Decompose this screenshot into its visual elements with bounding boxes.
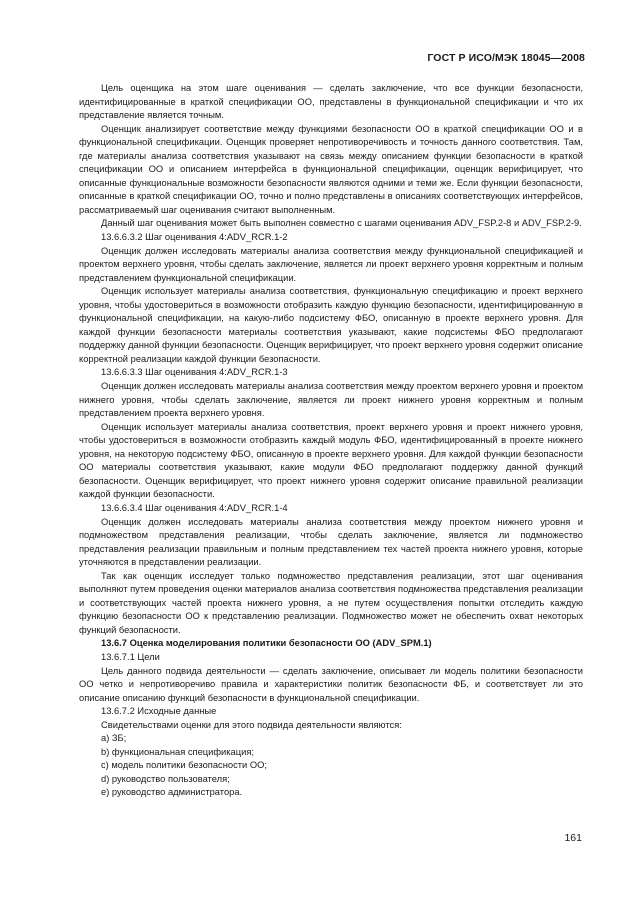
subsection-heading: 13.6.7.2 Исходные данные xyxy=(101,706,217,717)
paragraph: Данный шаг оценивания может быть выполнен совместно с шагами оценивания ADV_FSP.2-8 и ADV_FSP.2-9. xyxy=(101,218,582,229)
subsection-heading: 13.6.6.3.3 Шаг оценивания 4:ADV_RCR.1-3 xyxy=(101,367,288,378)
subsection-heading: 13.6.7.1 Цели xyxy=(101,651,160,662)
paragraph: Оценщик использует материалы анализа соответствия, проект верхнего уровня и проект нижнего уровня, чтобы удостовериться в возможности отобразить каждый модуль ФБО, идентифицированный в проекте нижнего уровня, на некоторую подсистему ФБО, описанную в проекте верхнего уровня. Для каждой функции безопасности ОО материалы соответствия указывают, какие модули ФБО предполагают поддержку данной функций безопасности. Оценщик верифицирует, что проект нижнего уровня содержит описание правильной реализации каждой функции безопасности. xyxy=(79,421,583,500)
paragraph: Цель данного подвида деятельности — сделать заключение, описывает ли модель политики безопасности ОО четко и непротиворечиво правила и характеристики политик безопасности ФБ, и соответствует ли это описание описанию функций безопасности в функциональной спецификации. xyxy=(79,665,583,703)
paragraph: Оценщик анализирует соответствие между функциями безопасности ОО в краткой спецификации ОО и в функциональной спецификации. Оценщик проверяет непротиворечивость и точность данного соответствия. Там, где материалы анализа соответствия указывают на связь между описанием функции безопасности в краткой спецификации ОО и описанием интерфейса в функциональной спецификации, оценщик верифицирует, что описанные функциональные возможности безопасности являются одними и теми же. Если функции безопасности, описанные в краткой спецификации ОО, точно и полно представлены в описаниях соответствующих интерфейсов, рассматриваемый шаг оценивания считают выполненным. xyxy=(79,123,583,215)
page-number: 161 xyxy=(564,832,582,844)
paragraph: Так как оценщик исследует только подмножество представления реализации, этот шаг оценивания выполняют путем проведения оценки материалов анализа соответствия подмножества представления реализации и соответствующих частей проекта нижнего уровня, а не путем осуществления попытки отследить каждую функцию безопасности ОО к представлению реализации. Подмножество может не обеспечить охват некоторых функций безопасности. xyxy=(79,570,583,635)
paragraph: Оценщик должен исследовать материалы анализа соответствия между проектом верхнего уровня и проектом нижнего уровня, чтобы сделать заключение, является ли проект нижнего уровня корректным и полным представлением проекта верхнего уровня. xyxy=(79,381,583,419)
list-item: e) руководство администратора. xyxy=(101,787,243,798)
page-body xyxy=(79,82,583,800)
list-item: d) руководство пользователя; xyxy=(101,773,230,784)
paragraph: Цель оценщика на этом шаге оценивания — сделать заключение, что все функции безопасности, идентифицированные в краткой спецификации ОО, представлены в функциональной спецификации и что их представление является точным. xyxy=(79,83,583,121)
document-header: ГОСТ Р ИСО/МЭК 18045—2008 xyxy=(427,52,585,64)
list-item: b) функциональная спецификация; xyxy=(101,746,254,757)
list-item: a) ЗБ; xyxy=(101,733,127,744)
paragraph: Оценщик должен исследовать материалы анализа соответствия между проектом нижнего уровня и подмножеством представления реализации, чтобы сделать заключение, является ли подмножество представления реализации правильным и полным представлением тех частей проекта нижнего уровня, которые уточняются в представлении реализации. xyxy=(79,516,583,568)
paragraph: Оценщик должен исследовать материалы анализа соответствия между функциональной спецификацией и проектом верхнего уровня, чтобы сделать заключение, является ли проект верхнего уровня корректным и полным представлением функциональной спецификации. xyxy=(79,245,583,283)
subsection-heading: 13.6.6.3.4 Шаг оценивания 4:ADV_RCR.1-4 xyxy=(101,502,288,513)
paragraph: Оценщик использует материалы анализа соответствия, функциональную спецификацию и проект верхнего уровня, чтобы удостовериться в возможности отобразить каждую функцию безопасности, идентифицированную в функциональной спецификации, на какую-либо подсистему ФБО, описанную в проекте верхнего уровня. Для каждой функции безопасности материалы соответствия указывают, какие подсистемы ФБО предполагают поддержку данной функции безопасности. Оценщик верифицирует, что проект верхнего уровня содержит описание корректной реализации каждой функции безопасности. xyxy=(79,286,583,364)
section-heading: 13.6.7 Оценка моделирования политики безопасности ОО (ADV_SPM.1) xyxy=(101,638,432,649)
subsection-heading: 13.6.6.3.2 Шаг оценивания 4:ADV_RCR.1-2 xyxy=(101,232,288,243)
list-item: Свидетельствами оценки для этого подвида деятельности являются: xyxy=(101,719,402,730)
list-item: c) модель политики безопасности ОО; xyxy=(101,760,267,771)
